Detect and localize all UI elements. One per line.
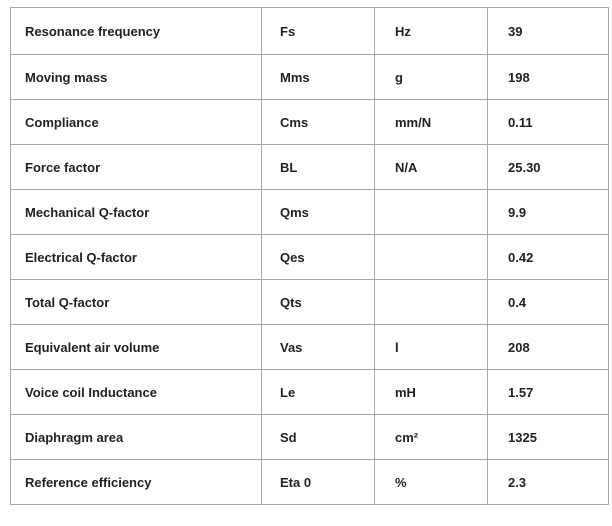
param-symbol: Eta 0	[262, 460, 375, 505]
param-symbol: Vas	[262, 325, 375, 370]
param-symbol: BL	[262, 145, 375, 190]
param-value: 198	[488, 55, 609, 100]
param-unit: %	[375, 460, 488, 505]
param-value: 1325	[488, 415, 609, 460]
param-name: Total Q-factor	[11, 280, 262, 325]
param-name: Compliance	[11, 100, 262, 145]
param-name: Force factor	[11, 145, 262, 190]
table-row	[11, 460, 609, 505]
param-name: Reference efficiency	[11, 460, 262, 505]
param-name: Resonance frequency	[11, 8, 262, 55]
param-value: 0.42	[488, 235, 609, 280]
param-unit	[375, 280, 488, 325]
param-unit: mm/N	[375, 100, 488, 145]
param-symbol: Qms	[262, 190, 375, 235]
param-unit	[375, 190, 488, 235]
param-value: 0.11	[488, 100, 609, 145]
param-unit: mH	[375, 370, 488, 415]
param-name: Diaphragm area	[11, 415, 262, 460]
table-row	[11, 190, 609, 235]
param-unit: cm²	[375, 415, 488, 460]
param-symbol: Fs	[262, 8, 375, 55]
table-row	[11, 55, 609, 100]
table-row	[11, 145, 609, 190]
param-value: 0.4	[488, 280, 609, 325]
param-symbol: Cms	[262, 100, 375, 145]
param-name: Voice coil Inductance	[11, 370, 262, 415]
table-row	[11, 100, 609, 145]
param-value: 208	[488, 325, 609, 370]
param-name: Electrical Q-factor	[11, 235, 262, 280]
param-unit: g	[375, 55, 488, 100]
parameters-table	[10, 7, 609, 505]
param-value: 1.57	[488, 370, 609, 415]
param-value: 2.3	[488, 460, 609, 505]
table-row	[11, 415, 609, 460]
table-row	[11, 280, 609, 325]
param-symbol: Mms	[262, 55, 375, 100]
param-unit	[375, 235, 488, 280]
param-name: Moving mass	[11, 55, 262, 100]
table-row	[11, 370, 609, 415]
param-unit: l	[375, 325, 488, 370]
param-symbol: Qes	[262, 235, 375, 280]
param-name: Mechanical Q-factor	[11, 190, 262, 235]
param-value: 39	[488, 8, 609, 55]
param-symbol: Qts	[262, 280, 375, 325]
param-unit: N/A	[375, 145, 488, 190]
table-row	[11, 235, 609, 280]
param-symbol: Sd	[262, 415, 375, 460]
param-symbol: Le	[262, 370, 375, 415]
param-name: Equivalent air volume	[11, 325, 262, 370]
param-value: 9.9	[488, 190, 609, 235]
table-row	[11, 8, 609, 55]
param-unit: Hz	[375, 8, 488, 55]
table-row	[11, 325, 609, 370]
param-value: 25.30	[488, 145, 609, 190]
